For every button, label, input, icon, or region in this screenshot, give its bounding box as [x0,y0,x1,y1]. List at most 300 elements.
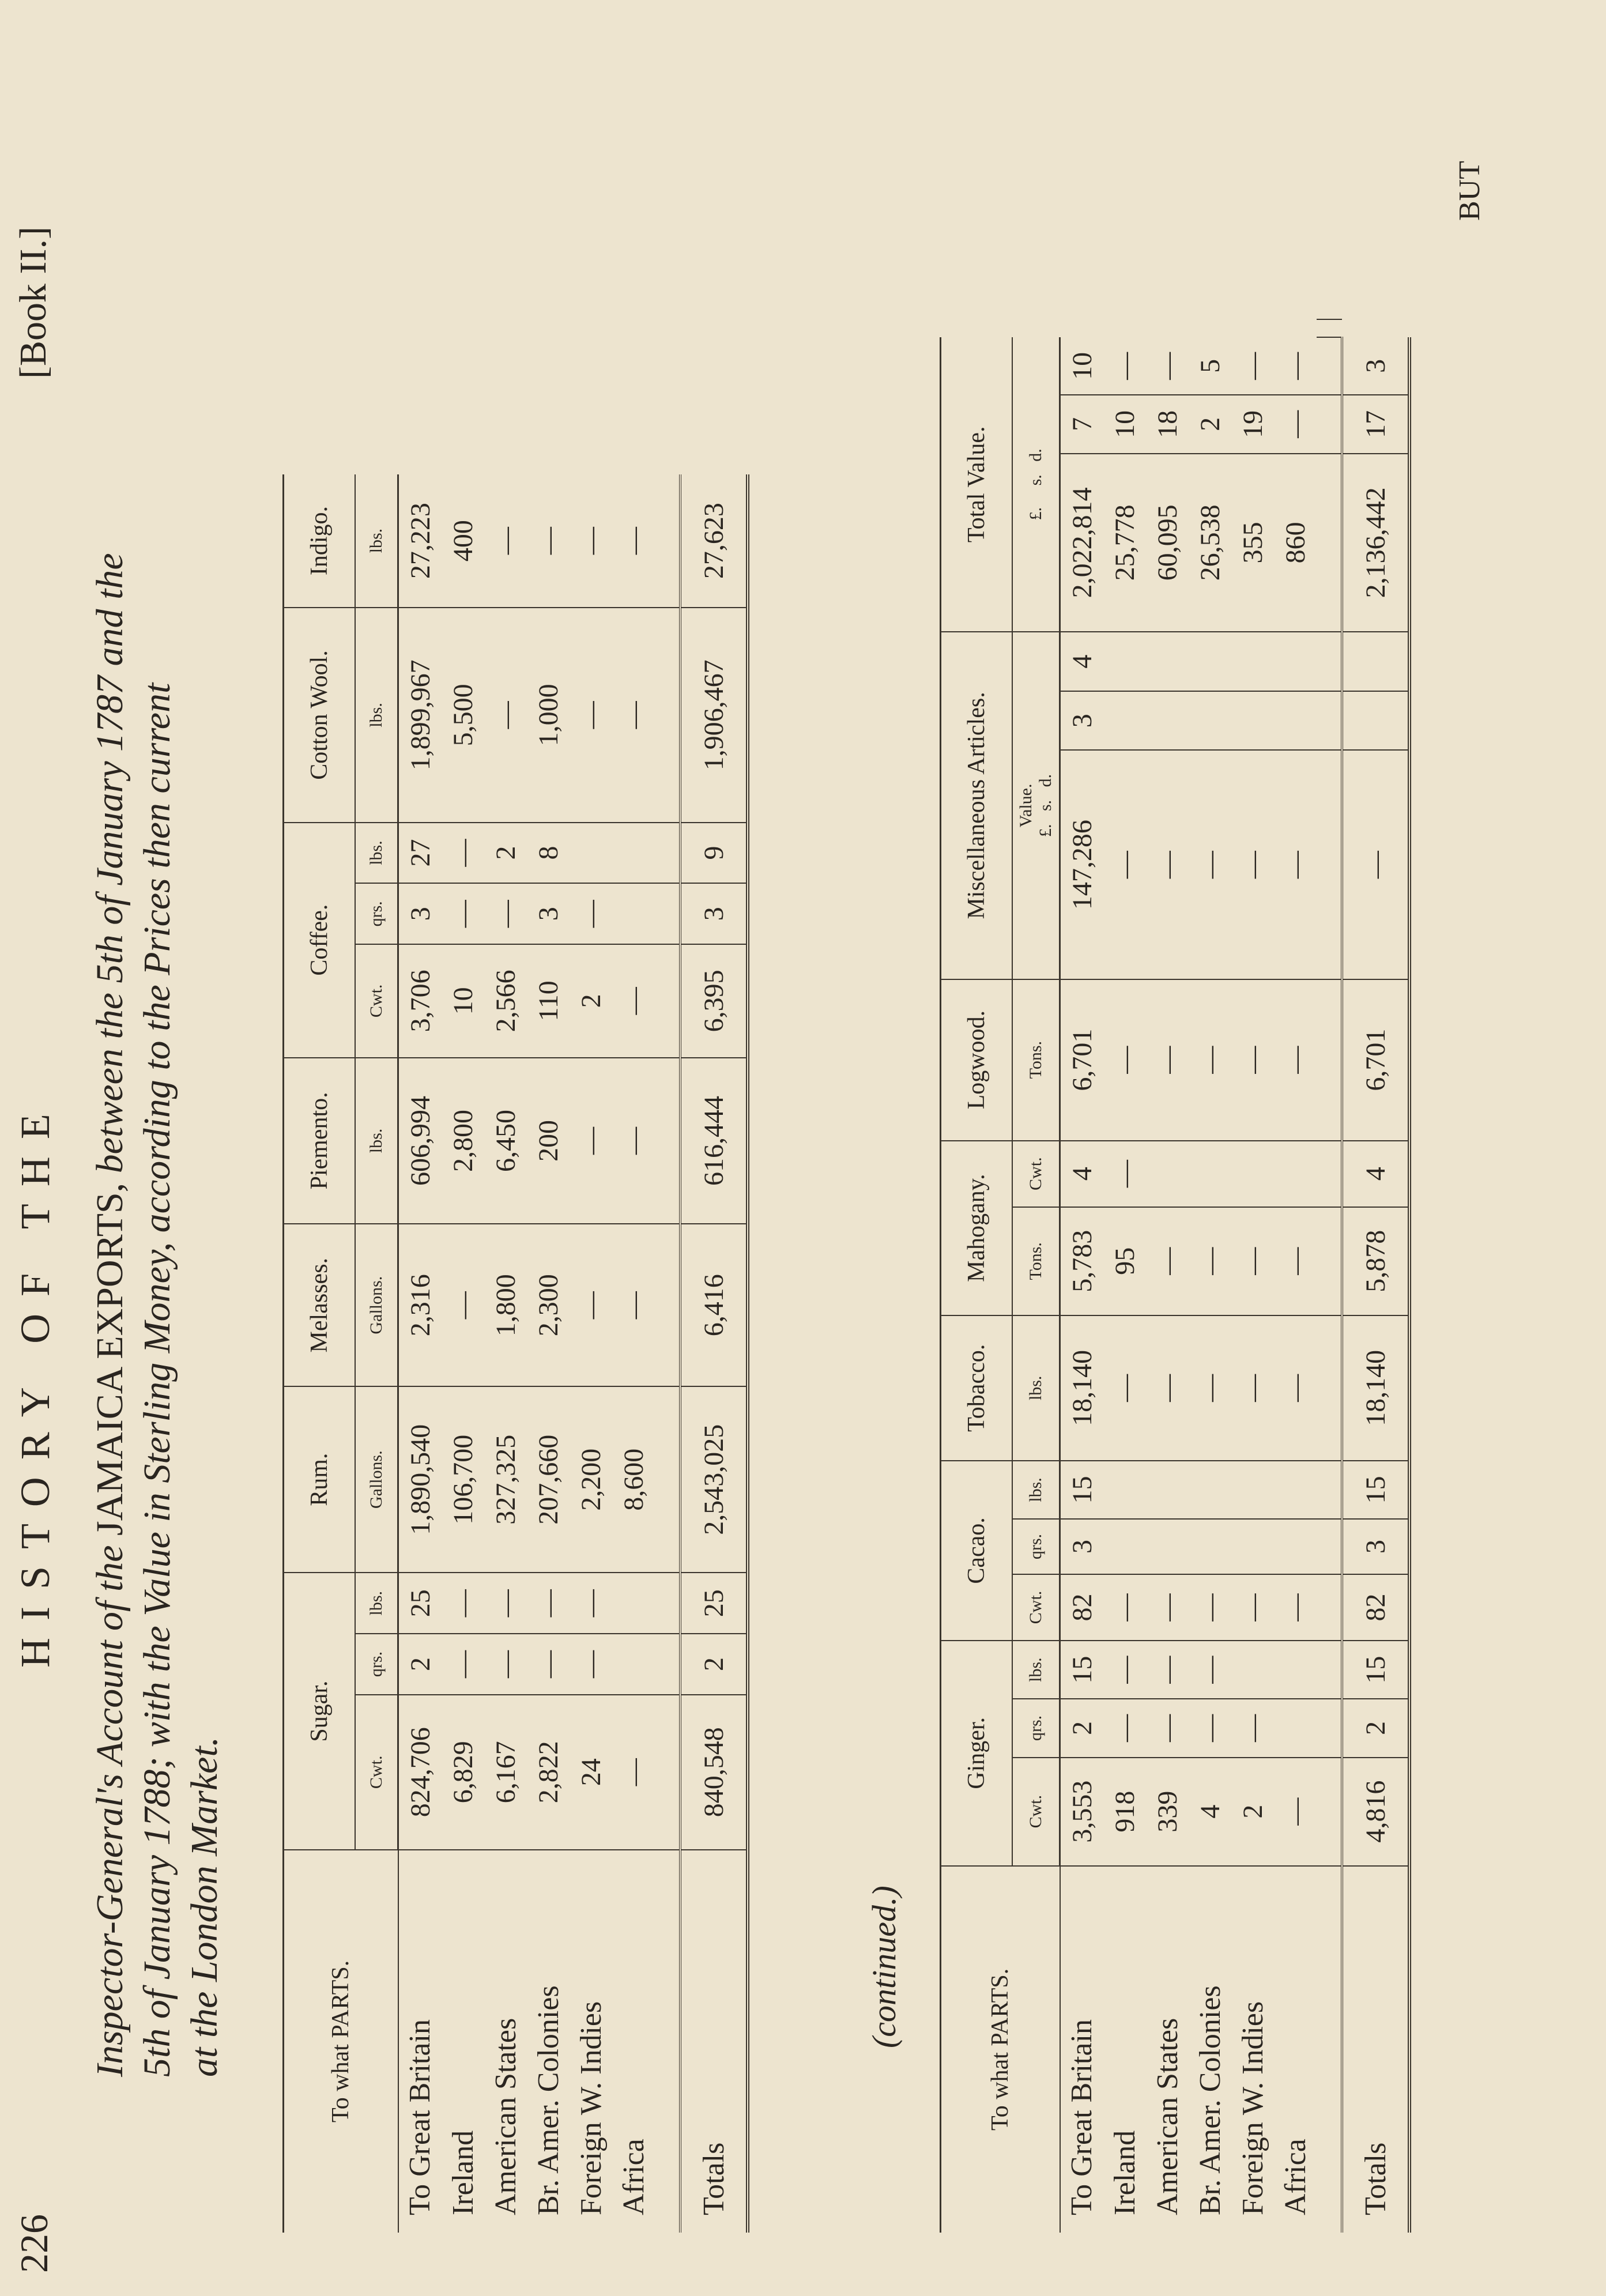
unit-lbs: lbs. [1012,1315,1060,1461]
misc-cell [1189,691,1231,751]
ginger-cell: — [1189,1641,1231,1699]
sugar-cell: — [570,1634,612,1695]
mahogany-cell: 5,878 [1342,1207,1409,1315]
misc-cell [1231,691,1274,751]
misc-cell: — [1189,751,1231,979]
sugar-cell: 24 [570,1695,612,1850]
rum-cell: 207,660 [527,1386,570,1573]
misc-cell: 3 [1060,691,1104,751]
port-label: Br. Amer. Colonies [1193,1985,1227,2215]
unit-value-label: Value. [1016,783,1035,828]
coffee-cell: 110 [527,944,570,1057]
lower-table-body [1060,301,1410,2233]
spacer-cell [655,1634,680,1695]
unit-pence: d. [1026,448,1045,462]
rum-cell: 2,543,025 [680,1386,748,1573]
ginger-cell: 4 [1189,1758,1231,1866]
spacer-cell [1317,1461,1342,1519]
piemento-cell: 2,800 [442,1058,484,1224]
coffee-cell: — [442,823,484,884]
cacao-cell [1231,1461,1274,1519]
misc-cell [1342,691,1409,751]
misc-cell [1231,632,1274,691]
sugar-cell: 840,548 [680,1695,748,1850]
total-cell: 26,538 [1189,454,1231,632]
total-cell: — [1146,337,1189,395]
col-logwood: Logwood. [941,979,1013,1141]
misc-cell [1146,632,1189,691]
sugar-cell: 25 [680,1573,748,1634]
sugar-cell: — [484,1634,527,1695]
table-row [1274,301,1317,2233]
sugar-cell: 25 [398,1573,442,1634]
spacer-row [1317,301,1342,2233]
spacer-cell [1317,979,1342,1141]
mahogany-cell [1189,1141,1231,1207]
spacer-cell [655,823,680,884]
col-ginger: Ginger. [941,1641,1013,1866]
ginger-cell: — [1103,1641,1146,1699]
sugar-cell [612,1634,655,1695]
indigo-cell: 27,623 [680,474,748,608]
total-cell: 10 [1060,337,1104,395]
melasses-cell: 2,300 [527,1224,570,1386]
port-label: Ireland [1108,2130,1141,2215]
cacao-cell: — [1189,1574,1231,1641]
ginger-cell: — [1274,1758,1317,1866]
logwood-cell: 6,701 [1060,979,1104,1141]
total-cell: — [1274,395,1317,453]
spacer-cell [1317,632,1342,691]
spacer-cell [655,944,680,1057]
unit-gallons: Gallons. [355,1224,398,1386]
totals-row [680,474,748,2233]
spacer-cell [1317,395,1342,453]
tobacco-cell: 18,140 [1060,1315,1104,1461]
port-label: Africa [617,2139,650,2215]
melasses-cell: — [442,1224,484,1386]
total-cell: 25,778 [1103,454,1146,632]
sugar-cell: — [570,1573,612,1634]
mahogany-cell [1274,1141,1317,1207]
table-row [484,474,527,2233]
caption-line-1-start: Inspector-General's Account of the [89,1545,131,2077]
coffee-cell: — [612,944,655,1057]
col-piemento: Piemento. [284,1058,356,1224]
misc-cell [1189,632,1231,691]
port-label: American States [1151,2018,1184,2215]
cacao-cell: 82 [1342,1574,1409,1641]
table-row [1146,301,1189,2233]
cacao-cell: 15 [1060,1461,1104,1519]
total-cell: 17 [1342,395,1409,453]
mahogany-cell: 4 [1060,1141,1104,1207]
ginger-cell [1231,1641,1274,1699]
unit-qrs: qrs. [1012,1519,1060,1574]
tobacco-cell: — [1274,1315,1317,1461]
port-label: Foreign W. Indies [1236,2001,1269,2215]
unit-value [1012,632,1060,979]
coffee-cell: 3 [398,883,442,944]
mahogany-cell: — [1189,1207,1231,1315]
cotton-cell: 5,500 [442,608,484,822]
total-cell: — [1231,337,1274,395]
ginger-cell: 2 [1342,1699,1409,1757]
cacao-cell: 3 [1060,1519,1104,1574]
mahogany-cell [1146,1141,1189,1207]
misc-cell: — [1231,751,1274,979]
caption-line-2: 5th of January 1788; with the Value in Sterling Money, according to the Prices then current [136,683,178,2077]
table-row [1103,301,1146,2233]
sugar-cell [612,1573,655,1634]
sugar-cell: — [442,1573,484,1634]
melasses-cell: 1,800 [484,1224,527,1386]
cotton-cell: — [484,608,527,822]
mahogany-cell: 4 [1342,1141,1409,1207]
misc-cell [1103,691,1146,751]
ginger-cell: — [1103,1699,1146,1757]
total-cell: 19 [1231,395,1274,453]
col-coffee: Coffee. [284,823,356,1058]
table-row [570,474,612,2233]
port-column-header: To what PARTS. [941,1866,1060,2233]
table-row [612,474,655,2233]
mahogany-cell: 5,783 [1060,1207,1104,1315]
col-tobacco: Tobacco. [941,1315,1013,1461]
tobacco-cell: — [1189,1315,1231,1461]
rum-cell: 2,200 [570,1386,612,1573]
total-cell: 860 [1274,454,1317,632]
piemento-cell: 606,994 [398,1058,442,1224]
col-total-value: Total Value. [941,337,1013,632]
piemento-cell: 616,444 [680,1058,748,1224]
col-mahogany: Mahogany. [941,1141,1013,1315]
spacer-cell [655,1058,680,1224]
unit-qrs: qrs. [1012,1699,1060,1757]
ginger-cell: 4,816 [1342,1758,1409,1866]
ginger-cell: 339 [1146,1758,1189,1866]
cacao-cell [1274,1461,1317,1519]
indigo-cell: — [527,474,570,608]
total-cell: 60,095 [1146,454,1189,632]
cotton-cell: — [612,608,655,822]
misc-cell [1274,691,1317,751]
cacao-cell [1146,1519,1189,1574]
total-cell: 355 [1231,454,1274,632]
coffee-cell: 27 [398,823,442,884]
spacer-cell [655,474,680,608]
total-cell: 5 [1189,337,1231,395]
unit-pence: d. [1036,774,1055,787]
spacer-cell [1317,1699,1342,1757]
running-head [12,227,63,2273]
indigo-cell: 400 [442,474,484,608]
unit-cwt: Cwt. [355,944,398,1057]
unit-qrs: qrs. [355,1634,398,1695]
misc-cell: — [1342,751,1409,979]
unit-shillings: s. [1026,474,1045,486]
coffee-cell: 3 [527,883,570,944]
col-miscellaneous: Miscellaneous Articles. [941,632,1013,979]
port-label: Foreign W. Indies [574,2001,608,2215]
cacao-cell [1189,1519,1231,1574]
unit-cwt: Cwt. [1012,1141,1060,1207]
port-label: To Great Britain [404,2019,437,2215]
port-label: Africa [1279,2139,1312,2215]
total-cell: 2 [1189,395,1231,453]
book-label: [Book II.] [12,227,54,379]
unit-cwt: Cwt. [1012,1574,1060,1641]
ginger-cell: — [1231,1699,1274,1757]
logwood-cell: — [1274,979,1317,1141]
ginger-cell [1274,1641,1317,1699]
total-cell: 3 [1342,337,1409,395]
coffee-cell [570,823,612,884]
piemento-cell: 200 [527,1058,570,1224]
sugar-cell: — [527,1573,570,1634]
total-cell: 2,022,814 [1060,454,1104,632]
ginger-cell: — [1146,1699,1189,1757]
sugar-cell: 6,167 [484,1695,527,1850]
unit-lbs: lbs. [355,608,398,822]
spacer-row [655,474,680,2233]
logwood-cell: — [1189,979,1231,1141]
sugar-cell: — [527,1634,570,1695]
melasses-cell: — [570,1224,612,1386]
ginger-cell [1274,1699,1317,1757]
cotton-cell: 1,906,467 [680,608,748,822]
continued-label: (continued.) [865,1886,903,2048]
col-melasses: Melasses. [284,1224,356,1386]
logwood-cell: — [1231,979,1274,1141]
table-row [527,474,570,2233]
cacao-cell: 82 [1060,1574,1104,1641]
port-label: Totals [680,1850,748,2233]
caption-line-1-end: between the 5th of January 1787 and the [89,553,131,1174]
spacer-cell [655,1695,680,1850]
total-cell: — [1274,337,1317,395]
spacer-cell [1317,1519,1342,1574]
spacer-cell [1317,301,1342,319]
col-sugar: Sugar. [284,1573,356,1849]
logwood-cell: — [1103,979,1146,1141]
mahogany-cell: — [1146,1207,1189,1315]
port-label: To Great Britain [1065,2019,1099,2215]
piemento-cell: — [570,1058,612,1224]
cotton-cell: — [570,608,612,822]
coffee-cell: 3,706 [398,944,442,1057]
spacer-cell [1317,1315,1342,1461]
unit-lbs: lbs. [1012,1461,1060,1519]
logwood-cell: 6,701 [1342,979,1409,1141]
cacao-cell: 3 [1342,1519,1409,1574]
indigo-cell: — [484,474,527,608]
cacao-cell [1103,1461,1146,1519]
melasses-cell: 6,416 [680,1224,748,1386]
unit-lbs: lbs. [355,474,398,608]
ginger-cell: 2 [1231,1758,1274,1866]
spacer-cell [1317,1141,1342,1207]
coffee-cell: 8 [527,823,570,884]
cacao-cell: — [1274,1574,1317,1641]
spacer-cell [655,608,680,822]
table-row [442,474,484,2233]
total-cell: — [1103,337,1146,395]
coffee-cell: 2,566 [484,944,527,1057]
sugar-cell: — [484,1573,527,1634]
indigo-cell: — [612,474,655,608]
ginger-cell: 15 [1342,1641,1409,1699]
port-label: Ireland [446,2130,480,2215]
caption-line-1-smallcaps: JAMAICA EXPORTS, [89,1182,131,1536]
melasses-cell: 2,316 [398,1224,442,1386]
rum-cell: 8,600 [612,1386,655,1573]
unit-lbs: lbs. [355,823,398,884]
piemento-cell: 6,450 [484,1058,527,1224]
unit-lbs: lbs. [355,1058,398,1224]
spacer-cell [1317,1641,1342,1699]
ginger-cell: 918 [1103,1758,1146,1866]
unit-tons: Tons. [1012,1207,1060,1315]
spacer-cell [655,1573,680,1634]
piemento-cell: — [612,1058,655,1224]
cacao-cell: — [1146,1574,1189,1641]
port-label: Totals [1342,1866,1409,2233]
table-caption [86,348,228,2077]
spacer-cell [1317,751,1342,979]
spacer-cell [1317,1207,1342,1315]
unit-gallons: Gallons. [355,1386,398,1573]
misc-cell: 147,286 [1060,751,1104,979]
upper-table-body [398,474,748,2233]
unit-pounds: £. [1026,507,1045,521]
coffee-cell: — [570,883,612,944]
cacao-cell: — [1231,1574,1274,1641]
spacer-cell [1317,319,1342,338]
tobacco-cell: 18,140 [1342,1315,1409,1461]
coffee-cell: — [484,883,527,944]
spacer-cell [1317,337,1342,395]
misc-cell [1103,632,1146,691]
unit-cwt: Cwt. [355,1695,398,1850]
col-indigo: Indigo. [284,474,356,608]
page-number: 226 [12,2214,56,2273]
misc-cell: — [1146,751,1189,979]
running-title: HISTORY OF THE [12,1096,58,1668]
port-column-header: To what PARTS. [284,1850,398,2233]
tobacco-cell: — [1146,1315,1189,1461]
table-row [1231,301,1274,2233]
spacer-cell [1317,1866,1342,2233]
coffee-cell [612,883,655,944]
spacer-cell [1317,1574,1342,1641]
unit-tons: Tons. [1012,979,1060,1141]
cacao-cell [1146,1461,1189,1519]
totals-row [1342,301,1409,2233]
misc-cell [1274,632,1317,691]
spacer-cell [1317,691,1342,751]
coffee-cell: 6,395 [680,944,748,1057]
catchword: BUT [1453,161,1486,221]
col-cotton-wool: Cotton Wool. [284,608,356,822]
sugar-cell: 824,706 [398,1695,442,1850]
coffee-cell: 10 [442,944,484,1057]
coffee-cell: 2 [484,823,527,884]
rum-cell: 106,700 [442,1386,484,1573]
rum-cell: 1,890,540 [398,1386,442,1573]
logwood-cell: — [1146,979,1189,1141]
spacer-cell [655,1224,680,1386]
ginger-cell: 15 [1060,1641,1104,1699]
misc-cell: 4 [1060,632,1104,691]
indigo-cell: 27,223 [398,474,442,608]
unit-cwt: Cwt. [1012,1758,1060,1866]
total-cell: 10 [1103,395,1146,453]
tobacco-cell: — [1231,1315,1274,1461]
cacao-cell: — [1103,1574,1146,1641]
spacer-cell [655,1850,680,2233]
spacer-cell [655,883,680,944]
coffee-cell [612,823,655,884]
ginger-cell: 2 [1060,1699,1104,1757]
mahogany-cell: — [1274,1207,1317,1315]
spacer-cell [1317,1758,1342,1866]
coffee-cell: 3 [680,883,748,944]
cacao-cell [1231,1519,1274,1574]
sugar-cell: — [442,1634,484,1695]
unit-pounds: £. [1036,824,1055,838]
unit-qrs: qrs. [355,883,398,944]
sugar-cell: 6,829 [442,1695,484,1850]
cacao-cell [1103,1519,1146,1574]
table-row [1189,301,1231,2233]
port-label: American States [489,2018,522,2215]
caption-line-1 [86,348,134,2077]
rum-cell: 327,325 [484,1386,527,1573]
caption-line-3: at the London Market. [183,1736,225,2077]
unit-shillings: s. [1036,800,1055,812]
tobacco-cell: — [1103,1315,1146,1461]
mahogany-cell: 95 [1103,1207,1146,1315]
unit-lbs: lbs. [355,1573,398,1634]
mahogany-cell: — [1103,1141,1146,1207]
sugar-cell: 2 [398,1634,442,1695]
ginger-cell: — [1189,1699,1231,1757]
total-cell: 7 [1060,395,1104,453]
ginger-cell: — [1146,1641,1189,1699]
ginger-cell: 3,553 [1060,1758,1104,1866]
col-rum: Rum. [284,1386,356,1573]
mahogany-cell: — [1231,1207,1274,1315]
misc-cell [1146,691,1189,751]
cacao-cell [1189,1461,1231,1519]
spacer-cell [655,1386,680,1573]
cacao-cell [1274,1519,1317,1574]
total-cell: 2,136,442 [1342,454,1409,632]
misc-cell: — [1274,751,1317,979]
cacao-cell: 15 [1342,1461,1409,1519]
col-cacao: Cacao. [941,1461,1013,1641]
unit-lbs: lbs. [1012,1641,1060,1699]
melasses-cell: — [612,1224,655,1386]
coffee-cell: — [442,883,484,944]
unit-total-money [1012,337,1060,632]
table-row [1060,301,1104,2233]
coffee-cell: 2 [570,944,612,1057]
sugar-cell: 2 [680,1634,748,1695]
indigo-cell: — [570,474,612,608]
table-row [398,474,442,2233]
